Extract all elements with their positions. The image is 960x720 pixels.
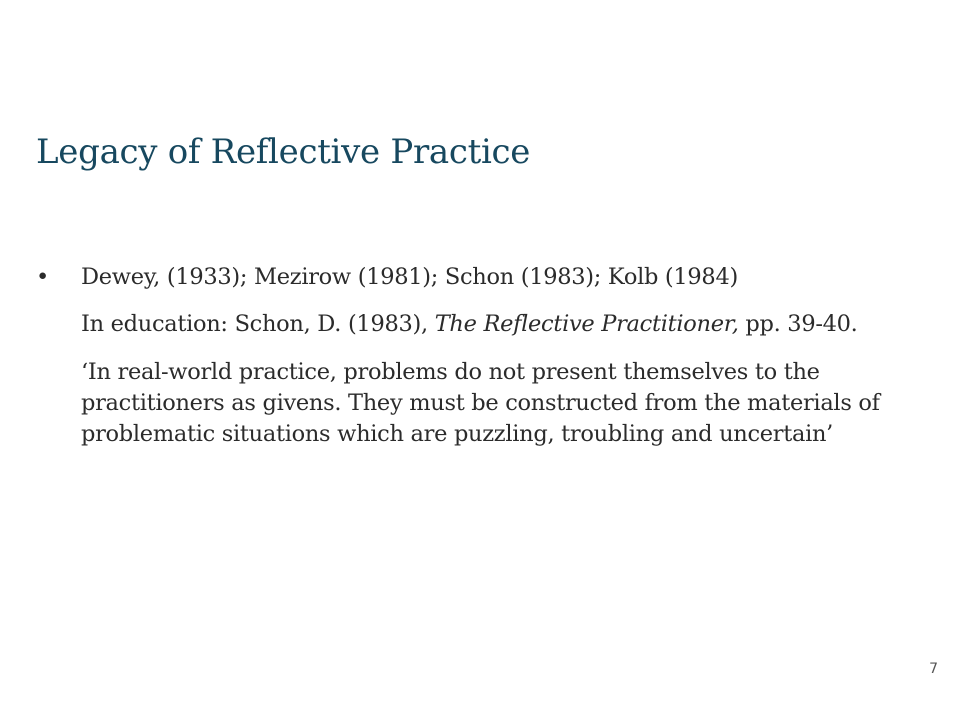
slide-body — [36, 262, 916, 450]
bullet-text: Dewey, (1933); Mezirow (1981); Schon (1983); Kolb (1984) — [81, 264, 738, 290]
education-reference — [36, 309, 916, 340]
education-suffix: pp. 39-40. — [738, 311, 858, 337]
page-number: 7 — [929, 661, 938, 677]
education-prefix: In education: Schon, D. (1983), — [81, 311, 435, 337]
bullet-item — [36, 262, 916, 293]
bullet-icon: • — [36, 264, 49, 290]
slide-title: Legacy of Reflective Practice — [36, 132, 531, 172]
quote-paragraph: ‘In real-world practice, problems do not present themselves to the practitioners as givens. They must be constructed from the materials of problematic situations which are puzzling, troubling and uncertain’ — [81, 359, 880, 447]
book-title: The Reflective Practitioner, — [434, 311, 739, 337]
